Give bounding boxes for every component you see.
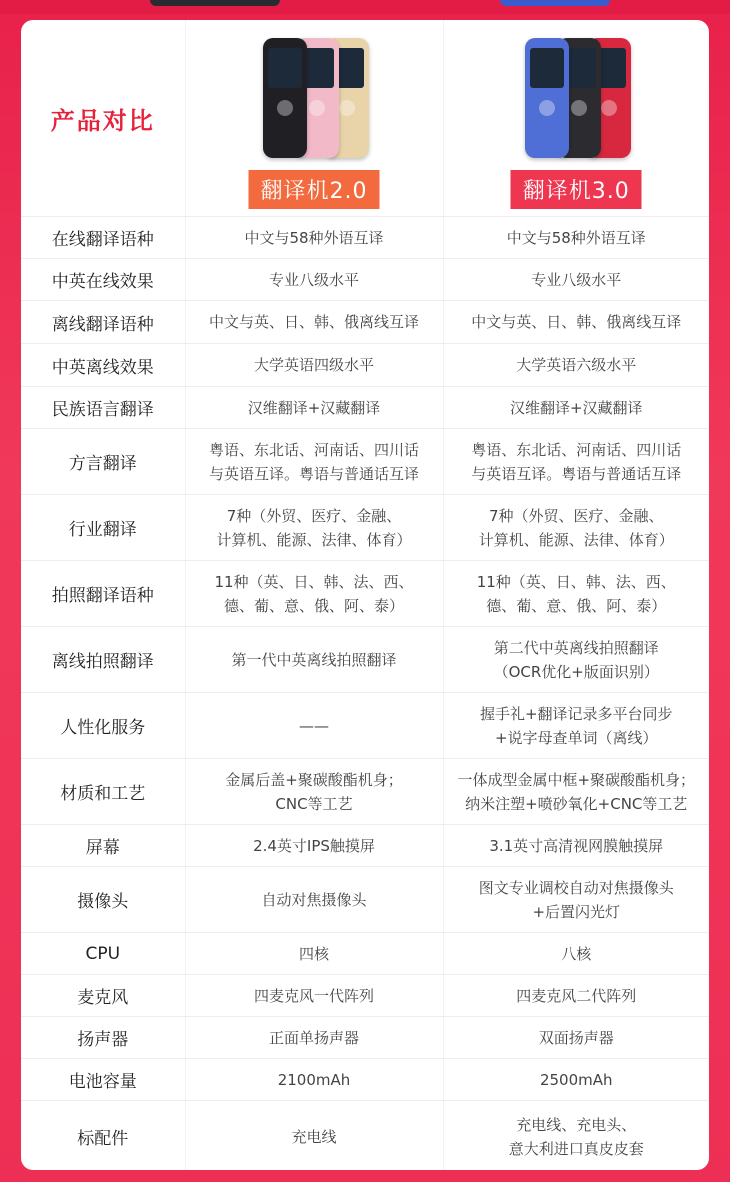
row-label: 中英离线效果 [21,344,185,387]
table-row [21,495,709,561]
row-label: 拍照翻译语种 [21,561,185,627]
product-b-value: 11种（英、日、韩、法、西、 德、葡、意、俄、阿、泰） [443,561,709,627]
product-b-value: 八核 [443,933,709,975]
product-b-image [521,38,631,160]
table-row [21,1017,709,1059]
table-row [21,759,709,825]
product-b-cell [443,20,709,217]
product-b-value: 双面扬声器 [443,1017,709,1059]
row-label: CPU [21,933,185,975]
product-a-value: 四麦克风一代阵列 [185,975,443,1017]
product-b-value: 四麦克风二代阵列 [443,975,709,1017]
row-label: 民族语言翻译 [21,387,185,429]
product-a-value: 汉维翻译+汉藏翻译 [185,387,443,429]
row-label: 电池容量 [21,1059,185,1101]
product-a-value: 正面单扬声器 [185,1017,443,1059]
row-label: 方言翻译 [21,429,185,495]
product-a-value: 粤语、东北话、河南话、四川话 与英语互译。粤语与普通话互译 [185,429,443,495]
table-row [21,867,709,933]
row-label: 在线翻译语种 [21,217,185,259]
row-label: 离线拍照翻译 [21,627,185,693]
product-b-badge: 翻译机3.0 [511,170,642,209]
page-title: 产品对比 [50,106,155,135]
product-a-value: 金属后盖+聚碳酸酯机身； CNC等工艺 [185,759,443,825]
product-a-value: 7种（外贸、医疗、金融、 计算机、能源、法律、体育） [185,495,443,561]
row-label: 材质和工艺 [21,759,185,825]
table-row [21,1059,709,1101]
header-row [21,20,709,217]
product-b-value: 3.1英寸高清视网膜触摸屏 [443,825,709,867]
row-label: 行业翻译 [21,495,185,561]
table-row [21,1101,709,1171]
table-row [21,825,709,867]
comparison-card [21,20,709,1170]
table-row [21,217,709,259]
row-label: 中英在线效果 [21,259,185,301]
product-a-cell [185,20,443,217]
table-row [21,933,709,975]
row-label: 麦克风 [21,975,185,1017]
table-row [21,387,709,429]
product-b-value: 充电线、充电头、 意大利进口真皮皮套 [443,1101,709,1171]
row-label: 人性化服务 [21,693,185,759]
table-row [21,259,709,301]
comparison-table [21,20,709,1170]
row-label: 离线翻译语种 [21,301,185,344]
product-b-value: 大学英语六级水平 [443,344,709,387]
table-row [21,975,709,1017]
table-row [21,561,709,627]
top-strip [0,0,730,14]
product-b-value: 中文与英、日、韩、俄离线互译 [443,301,709,344]
product-a-value: 自动对焦摄像头 [185,867,443,933]
table-row [21,693,709,759]
device-edge-b [500,0,610,6]
product-b-value: 第二代中英离线拍照翻译 （OCR优化+版面识别） [443,627,709,693]
product-a-value: 中文与英、日、韩、俄离线互译 [185,301,443,344]
product-a-value: 中文与58种外语互译 [185,217,443,259]
product-a-value: 2100mAh [185,1059,443,1101]
table-row [21,344,709,387]
product-b-value: 一体成型金属中框+聚碳酸酯机身； 纳米注塑+喷砂氧化+CNC等工艺 [443,759,709,825]
product-a-value: 专业八级水平 [185,259,443,301]
row-label: 屏幕 [21,825,185,867]
product-b-value: 粤语、东北话、河南话、四川话 与英语互译。粤语与普通话互译 [443,429,709,495]
product-a-value: —— [185,693,443,759]
device-edge-a [150,0,280,6]
product-b-value: 握手礼+翻译记录多平台同步 +说字母查单词（离线） [443,693,709,759]
product-b-value: 专业八级水平 [443,259,709,301]
product-b-value: 7种（外贸、医疗、金融、 计算机、能源、法律、体育） [443,495,709,561]
product-a-value: 11种（英、日、韩、法、西、 德、葡、意、俄、阿、泰） [185,561,443,627]
product-a-value: 第一代中英离线拍照翻译 [185,627,443,693]
product-a-value: 大学英语四级水平 [185,344,443,387]
product-a-value: 2.4英寸IPS触摸屏 [185,825,443,867]
table-row [21,429,709,495]
table-row [21,301,709,344]
product-a-image [259,38,369,160]
product-a-value: 四核 [185,933,443,975]
product-b-value: 2500mAh [443,1059,709,1101]
title-cell [21,20,185,217]
row-label: 摄像头 [21,867,185,933]
row-label: 扬声器 [21,1017,185,1059]
product-b-value: 中文与58种外语互译 [443,217,709,259]
product-a-value: 充电线 [185,1101,443,1171]
product-b-value: 图文专业调校自动对焦摄像头 +后置闪光灯 [443,867,709,933]
row-label: 标配件 [21,1101,185,1171]
product-b-value: 汉维翻译+汉藏翻译 [443,387,709,429]
product-a-badge: 翻译机2.0 [249,170,380,209]
table-row [21,627,709,693]
